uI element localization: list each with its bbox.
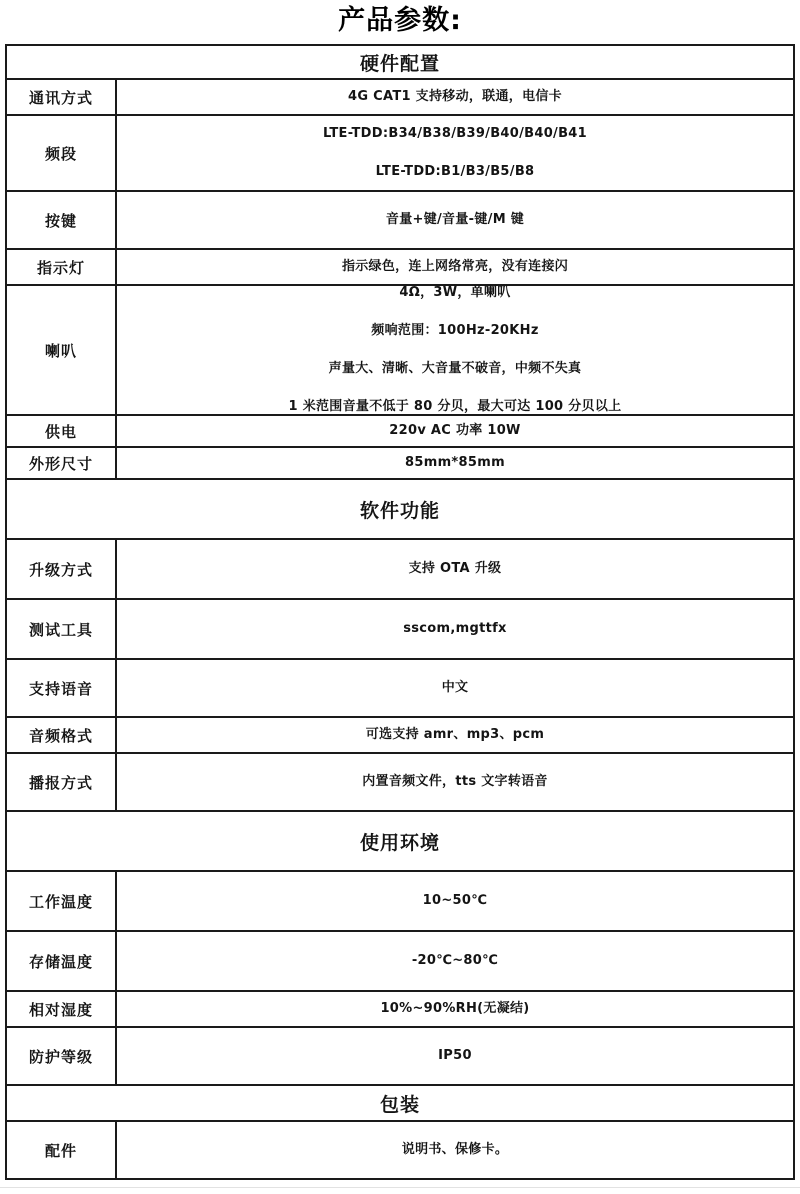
spec-value-cell <box>116 79 794 115</box>
spec-label-cell <box>6 871 116 931</box>
spec-label-cell <box>6 115 116 191</box>
spec-label-text: 供电 <box>44 422 77 441</box>
section-header-label: 硬件配置 <box>359 52 440 75</box>
spec-label-text: 测试工具 <box>28 620 93 639</box>
table-row <box>6 1027 794 1085</box>
spec-label-text: 配件 <box>44 1141 77 1160</box>
spec-label-text: 通讯方式 <box>28 88 93 107</box>
spec-label-cell <box>6 415 116 447</box>
spec-value-lines <box>117 416 793 446</box>
spec-label-cell <box>6 659 116 717</box>
spec-label-text: 存储温度 <box>28 952 93 971</box>
spec-label-cell <box>6 753 116 811</box>
spec-value-line: -20℃~80℃ <box>411 953 499 968</box>
spec-value-lines <box>117 540 793 598</box>
table-row <box>6 285 794 415</box>
spec-value-line: 220v AC 功率 10W <box>389 423 521 438</box>
spec-value-lines <box>117 660 793 716</box>
spec-label-cell <box>6 285 116 415</box>
section-header-row <box>6 45 794 79</box>
spec-label-text: 指示灯 <box>36 258 85 277</box>
spec-label-cell <box>6 79 116 115</box>
section-header-label: 包装 <box>379 1093 420 1116</box>
spec-value-lines <box>117 754 793 810</box>
spec-label-text: 频段 <box>44 144 77 163</box>
spec-label-text: 相对湿度 <box>28 1000 93 1019</box>
spec-value-lines <box>117 286 793 414</box>
spec-value-cell <box>116 991 794 1027</box>
spec-label-text: 防护等级 <box>28 1047 93 1066</box>
spec-value-lines <box>117 80 793 114</box>
table-row <box>6 447 794 479</box>
spec-value-cell <box>116 415 794 447</box>
spec-label-text: 播报方式 <box>28 773 93 792</box>
spec-value-lines <box>117 600 793 658</box>
spec-value-line: 85mm*85mm <box>405 455 505 470</box>
table-row <box>6 659 794 717</box>
spec-value-cell <box>116 871 794 931</box>
spec-label-cell <box>6 249 116 285</box>
table-row <box>6 191 794 249</box>
spec-value-line: LTE-TDD:B1/B3/B5/B8 <box>375 164 535 179</box>
spec-label-cell <box>6 539 116 599</box>
spec-label-text: 支持语音 <box>28 679 93 698</box>
spec-value-cell <box>116 115 794 191</box>
section-header-row <box>6 1085 794 1121</box>
section-header-row <box>6 811 794 871</box>
spec-label-text: 升级方式 <box>28 560 93 579</box>
table-row <box>6 415 794 447</box>
product-spec-table <box>5 44 795 1180</box>
spec-value-line: 说明书、保修卡。 <box>401 1142 509 1157</box>
spec-value-lines <box>117 718 793 752</box>
table-row <box>6 539 794 599</box>
spec-value-line: 4G CAT1 支持移动，联通，电信卡 <box>348 89 562 104</box>
spec-label-cell <box>6 599 116 659</box>
spec-value-lines <box>117 192 793 248</box>
spec-label-cell <box>6 1121 116 1179</box>
spec-value-line: 声量大、清晰、大音量不破音，中频不失真 <box>328 361 582 376</box>
spec-label-text: 外形尺寸 <box>28 454 93 473</box>
spec-label-text: 按键 <box>44 211 77 230</box>
table-row <box>6 871 794 931</box>
section-header-label: 使用环境 <box>359 831 440 854</box>
spec-label-cell <box>6 191 116 249</box>
spec-label-text: 喇叭 <box>44 341 77 360</box>
table-row <box>6 753 794 811</box>
spec-value-cell <box>116 539 794 599</box>
table-row <box>6 115 794 191</box>
spec-value-cell <box>116 285 794 415</box>
spec-value-cell <box>116 191 794 249</box>
spec-value-line: 指示绿色，连上网络常亮，没有连接闪 <box>341 259 569 274</box>
spec-label-text: 音频格式 <box>28 726 93 745</box>
spec-value-cell <box>116 599 794 659</box>
spec-value-lines <box>117 932 793 990</box>
spec-label-cell <box>6 717 116 753</box>
footer-divider <box>0 1187 800 1188</box>
spec-value-lines <box>117 448 793 478</box>
table-row <box>6 991 794 1027</box>
spec-value-line: 中文 <box>441 680 469 695</box>
section-header-cell <box>6 479 794 539</box>
spec-value-line: 4Ω，3W，单喇叭 <box>399 285 511 300</box>
table-row <box>6 599 794 659</box>
section-header-cell <box>6 1085 794 1121</box>
spec-value-line: 10~50℃ <box>422 893 488 908</box>
section-header-cell <box>6 811 794 871</box>
spec-value-lines <box>117 872 793 930</box>
spec-value-line: 频响范围：100Hz-20KHz <box>371 323 539 338</box>
spec-value-line: IP50 <box>438 1048 472 1063</box>
spec-value-lines <box>117 992 793 1026</box>
section-header-row <box>6 479 794 539</box>
spec-value-cell <box>116 1121 794 1179</box>
section-header-label: 软件功能 <box>359 499 440 522</box>
spec-value-line: 10%~90%RH(无凝结) <box>380 1001 530 1016</box>
spec-value-lines <box>117 1122 793 1178</box>
spec-value-line: LTE-TDD:B34/B38/B39/B40/B40/B41 <box>322 126 588 141</box>
spec-label-cell <box>6 991 116 1027</box>
spec-label-cell <box>6 447 116 479</box>
page-title: 产品参数: <box>338 5 462 36</box>
spec-value-cell <box>116 659 794 717</box>
spec-value-line: 音量+键/音量-键/M 键 <box>385 212 525 227</box>
spec-value-line: 可选支持 amr、mp3、pcm <box>365 727 545 742</box>
table-row <box>6 931 794 991</box>
spec-label-cell <box>6 931 116 991</box>
spec-value-line: sscom,mgttfx <box>403 621 507 636</box>
spec-value-lines <box>117 116 793 190</box>
spec-value-line: 支持 OTA 升级 <box>408 561 502 576</box>
spec-value-line: 1 米范围音量不低于 80 分贝，最大可达 100 分贝以上 <box>288 399 622 414</box>
spec-table-body <box>6 45 794 1179</box>
spec-label-text: 工作温度 <box>28 892 93 911</box>
table-row <box>6 79 794 115</box>
spec-value-cell <box>116 1027 794 1085</box>
spec-value-cell <box>116 717 794 753</box>
table-row <box>6 1121 794 1179</box>
spec-value-lines <box>117 1028 793 1084</box>
spec-value-cell <box>116 753 794 811</box>
spec-label-cell <box>6 1027 116 1085</box>
table-row <box>6 717 794 753</box>
spec-value-line: 内置音频文件，tts 文字转语音 <box>362 774 548 789</box>
spec-value-cell <box>116 931 794 991</box>
section-header-cell <box>6 45 794 79</box>
spec-value-cell <box>116 447 794 479</box>
